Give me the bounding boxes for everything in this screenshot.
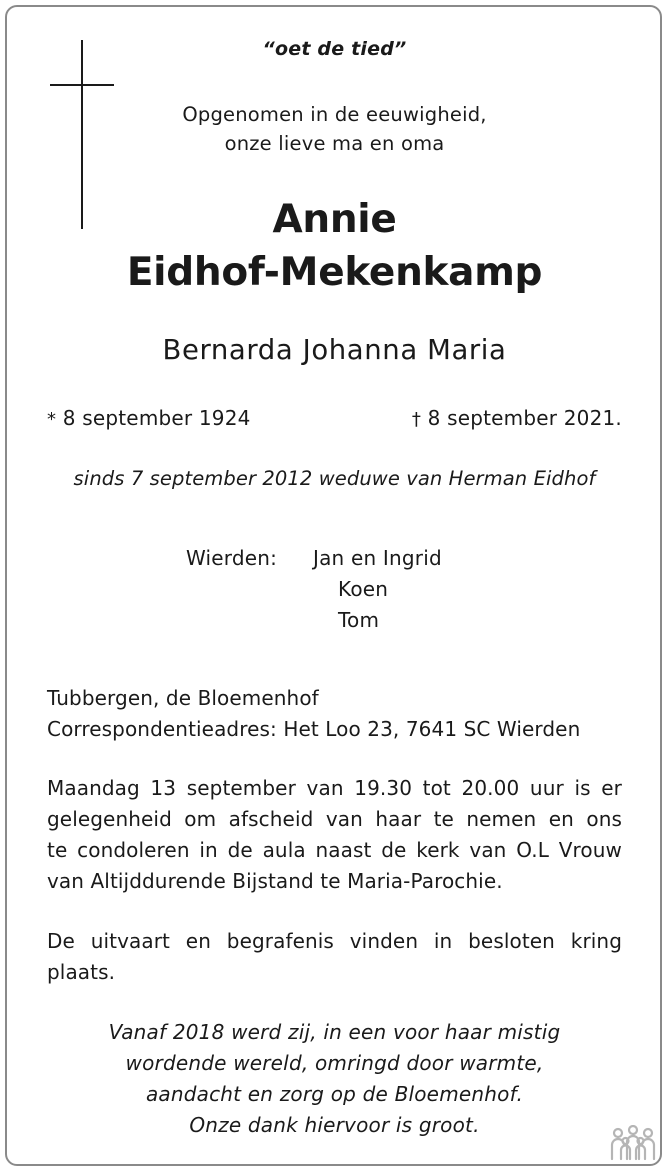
address-line: Correspondentieadres: Het Loo 23, 7641 SC Wierden: [47, 717, 581, 741]
people-group-icon-svg: [609, 1125, 657, 1161]
death-date-text: 8 september 2021.: [427, 406, 622, 430]
deceased-surname: Eidhof-Mekenkamp: [126, 250, 543, 295]
family-place: Wierden:: [186, 546, 278, 570]
family-member: Jan en Ingrid: [313, 546, 442, 570]
intro-text: [0, 100, 669, 158]
visitation-line: van Altijddurende Bijstand te Maria-Parochie.: [47, 869, 503, 893]
closing-line: aandacht en zorg op de Bloemenhof.: [145, 1082, 524, 1106]
family-member: Tom: [338, 608, 380, 632]
address-block: [47, 683, 622, 745]
funeral-block: [47, 926, 622, 988]
closing-line: Onze dank hiervoor is groot.: [189, 1113, 480, 1137]
family-member: Koen: [338, 577, 389, 601]
visitation-line: Maandag 13 september van 19.30 tot 20.00 uur is er: [47, 776, 622, 800]
cross-icon-bar: [50, 84, 114, 86]
visitation-block: [47, 773, 622, 897]
birth-symbol: *: [47, 409, 57, 430]
address-line: Tubbergen, de Bloemenhof: [47, 686, 319, 710]
closing-line: Vanaf 2018 werd zij, in een voor haar mistig: [108, 1020, 561, 1044]
closing-text: [0, 1017, 669, 1141]
birth-date: [47, 406, 251, 430]
birth-date-text: 8 september 1924: [62, 406, 251, 430]
funeral-line: De uitvaart en begrafenis vinden in besloten kring: [47, 929, 622, 953]
widow-line: sinds 7 september 2012 weduwe van Herman Eidhof: [73, 467, 596, 490]
intro-line: Opgenomen in de eeuwigheid,: [182, 103, 487, 126]
deceased-first-name: Annie: [272, 197, 397, 242]
visitation-line: gelegenheid om afscheid van haar te nemen en ons: [47, 807, 622, 831]
motto: “oet de tied”: [262, 38, 407, 60]
death-symbol: †: [411, 409, 422, 430]
obituary-card: [5, 5, 662, 1166]
funeral-line: plaats.: [47, 960, 116, 984]
visitation-line: te condoleren in de aula naast de kerk van O.L Vrouw: [47, 838, 622, 862]
death-date: [412, 406, 622, 430]
closing-line: wordende wereld, omringd door warmte,: [125, 1051, 544, 1075]
people-group-icon: [609, 1125, 657, 1161]
intro-line: onze lieve ma en oma: [224, 132, 445, 155]
given-names: Bernarda Johanna Maria: [162, 334, 507, 366]
